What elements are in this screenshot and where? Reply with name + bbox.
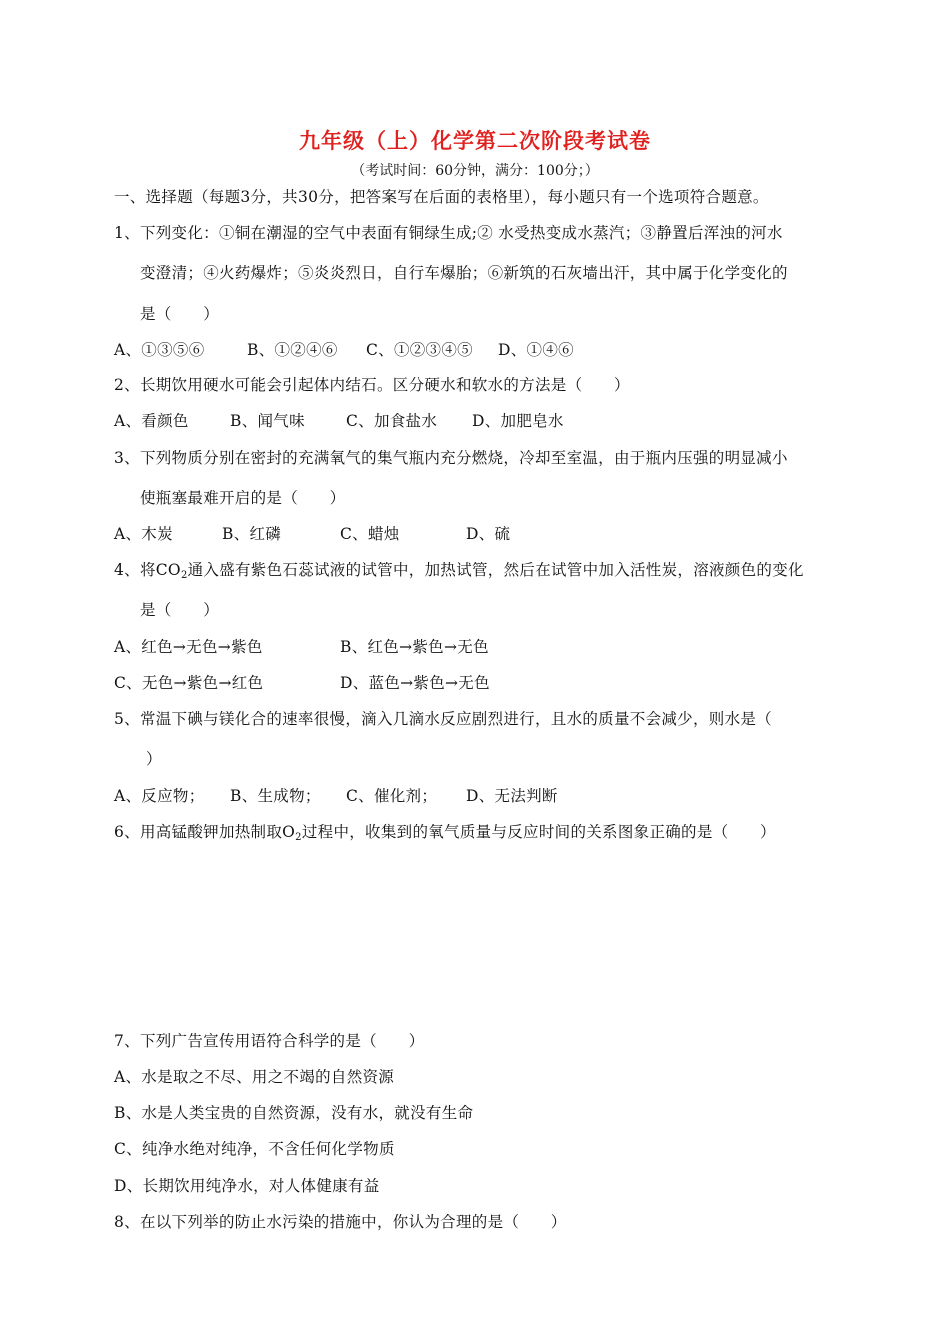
question-4-line-2: 是（ ） xyxy=(140,601,220,619)
question-1-line-1: 1、下列变化：①铜在潮湿的空气中表面有铜绿生成;② 水受热变成水蒸汽；③静置后浑浊的河水 xyxy=(114,224,783,242)
question-3-option-c: C、蜡烛 xyxy=(340,525,400,543)
question-4-option-c: C、无色→紫色→红色 xyxy=(114,674,264,692)
question-3-line-2: 使瓶塞最难开启的是（ ） xyxy=(140,489,346,507)
question-5-option-c: C、催化剂； xyxy=(346,787,438,805)
question-4-option-d: D、蓝色→紫色→无色 xyxy=(340,674,490,692)
question-5-option-a: A、反应物； xyxy=(114,787,205,805)
question-4-option-a: A、红色→无色→紫色 xyxy=(114,638,263,656)
question-4-line-1: 4、将$CO_2$通入盛有紫色石蕊试液的试管中，加热试管，然后在试管中加入活性炭，溶液颜色的变化 xyxy=(114,561,804,581)
question-5-line-2: ） xyxy=(146,750,162,768)
question-1-option-d: D、①④⑥ xyxy=(498,341,574,359)
question-1-option-c: C、①②③④⑤ xyxy=(366,341,473,359)
question-2-option-d: D、加肥皂水 xyxy=(472,412,564,430)
question-1-option-b: B、①②④⑥ xyxy=(247,341,338,359)
question-1-option-a: A、①③⑤⑥ xyxy=(114,341,205,359)
question-8-line-1: 8、在以下列举的防止水污染的措施中，你认为合理的是（ ） xyxy=(114,1213,567,1231)
question-3-option-a: A、木炭 xyxy=(114,525,173,543)
question-7-option-c: C、纯净水绝对纯净，不含任何化学物质 xyxy=(114,1140,395,1158)
question-7-option-a: A、水是取之不尽、用之不竭的自然资源 xyxy=(114,1068,395,1086)
question-2-option-a: A、看颜色 xyxy=(114,412,189,430)
question-5-option-d: D、无法判断 xyxy=(466,787,558,805)
question-2-option-b: B、闻气味 xyxy=(230,412,305,430)
question-2-option-c: C、加食盐水 xyxy=(346,412,438,430)
question-7-option-d: D、长期饮用纯净水，对人体健康有益 xyxy=(114,1177,380,1195)
question-7-line-1: 7、下列广告宣传用语符合科学的是（ ） xyxy=(114,1032,425,1050)
question-3-line-1: 3、下列物质分别在密封的充满氧气的集气瓶内充分燃烧，冷却至室温，由于瓶内压强的明显减小 xyxy=(114,449,788,467)
question-3-option-b: B、红磷 xyxy=(222,525,282,543)
question-6-line-1: 6、用高锰酸钾加热制取$O_2$过程中，收集到的氧气质量与反应时间的关系图象正确的是（ ） xyxy=(114,823,776,843)
question-5-option-b: B、生成物； xyxy=(230,787,321,805)
question-1-line-3: 是（ ） xyxy=(140,305,220,323)
exam-subtitle: （考试时间：60分钟，满分：100分；） xyxy=(351,163,599,179)
question-3-option-d: D、硫 xyxy=(466,525,511,543)
exam-title: 九年级（上）化学第二次阶段考试卷 xyxy=(299,129,651,153)
section-heading: 一、选择题（每题3分，共30分，把答案写在后面的表格里），每小题只有一个选项符合题意。 xyxy=(114,188,769,206)
question-1-line-2: 变澄清；④火药爆炸；⑤炎炎烈日，自行车爆胎；⑥新筑的石灰墙出汗，其中属于化学变化的 xyxy=(140,264,788,282)
question-7-option-b: B、水是人类宝贵的自然资源，没有水，就没有生命 xyxy=(114,1104,474,1122)
question-2-line-1: 2、长期饮用硬水可能会引起体内结石。区分硬水和软水的方法是（ ） xyxy=(114,376,630,394)
question-4-option-b: B、红色→紫色→无色 xyxy=(340,638,489,656)
question-5-line-1: 5、常温下碘与镁化合的速率很慢，滴入几滴水反应剧烈进行，且水的质量不会减少，则水是（ xyxy=(114,710,772,728)
